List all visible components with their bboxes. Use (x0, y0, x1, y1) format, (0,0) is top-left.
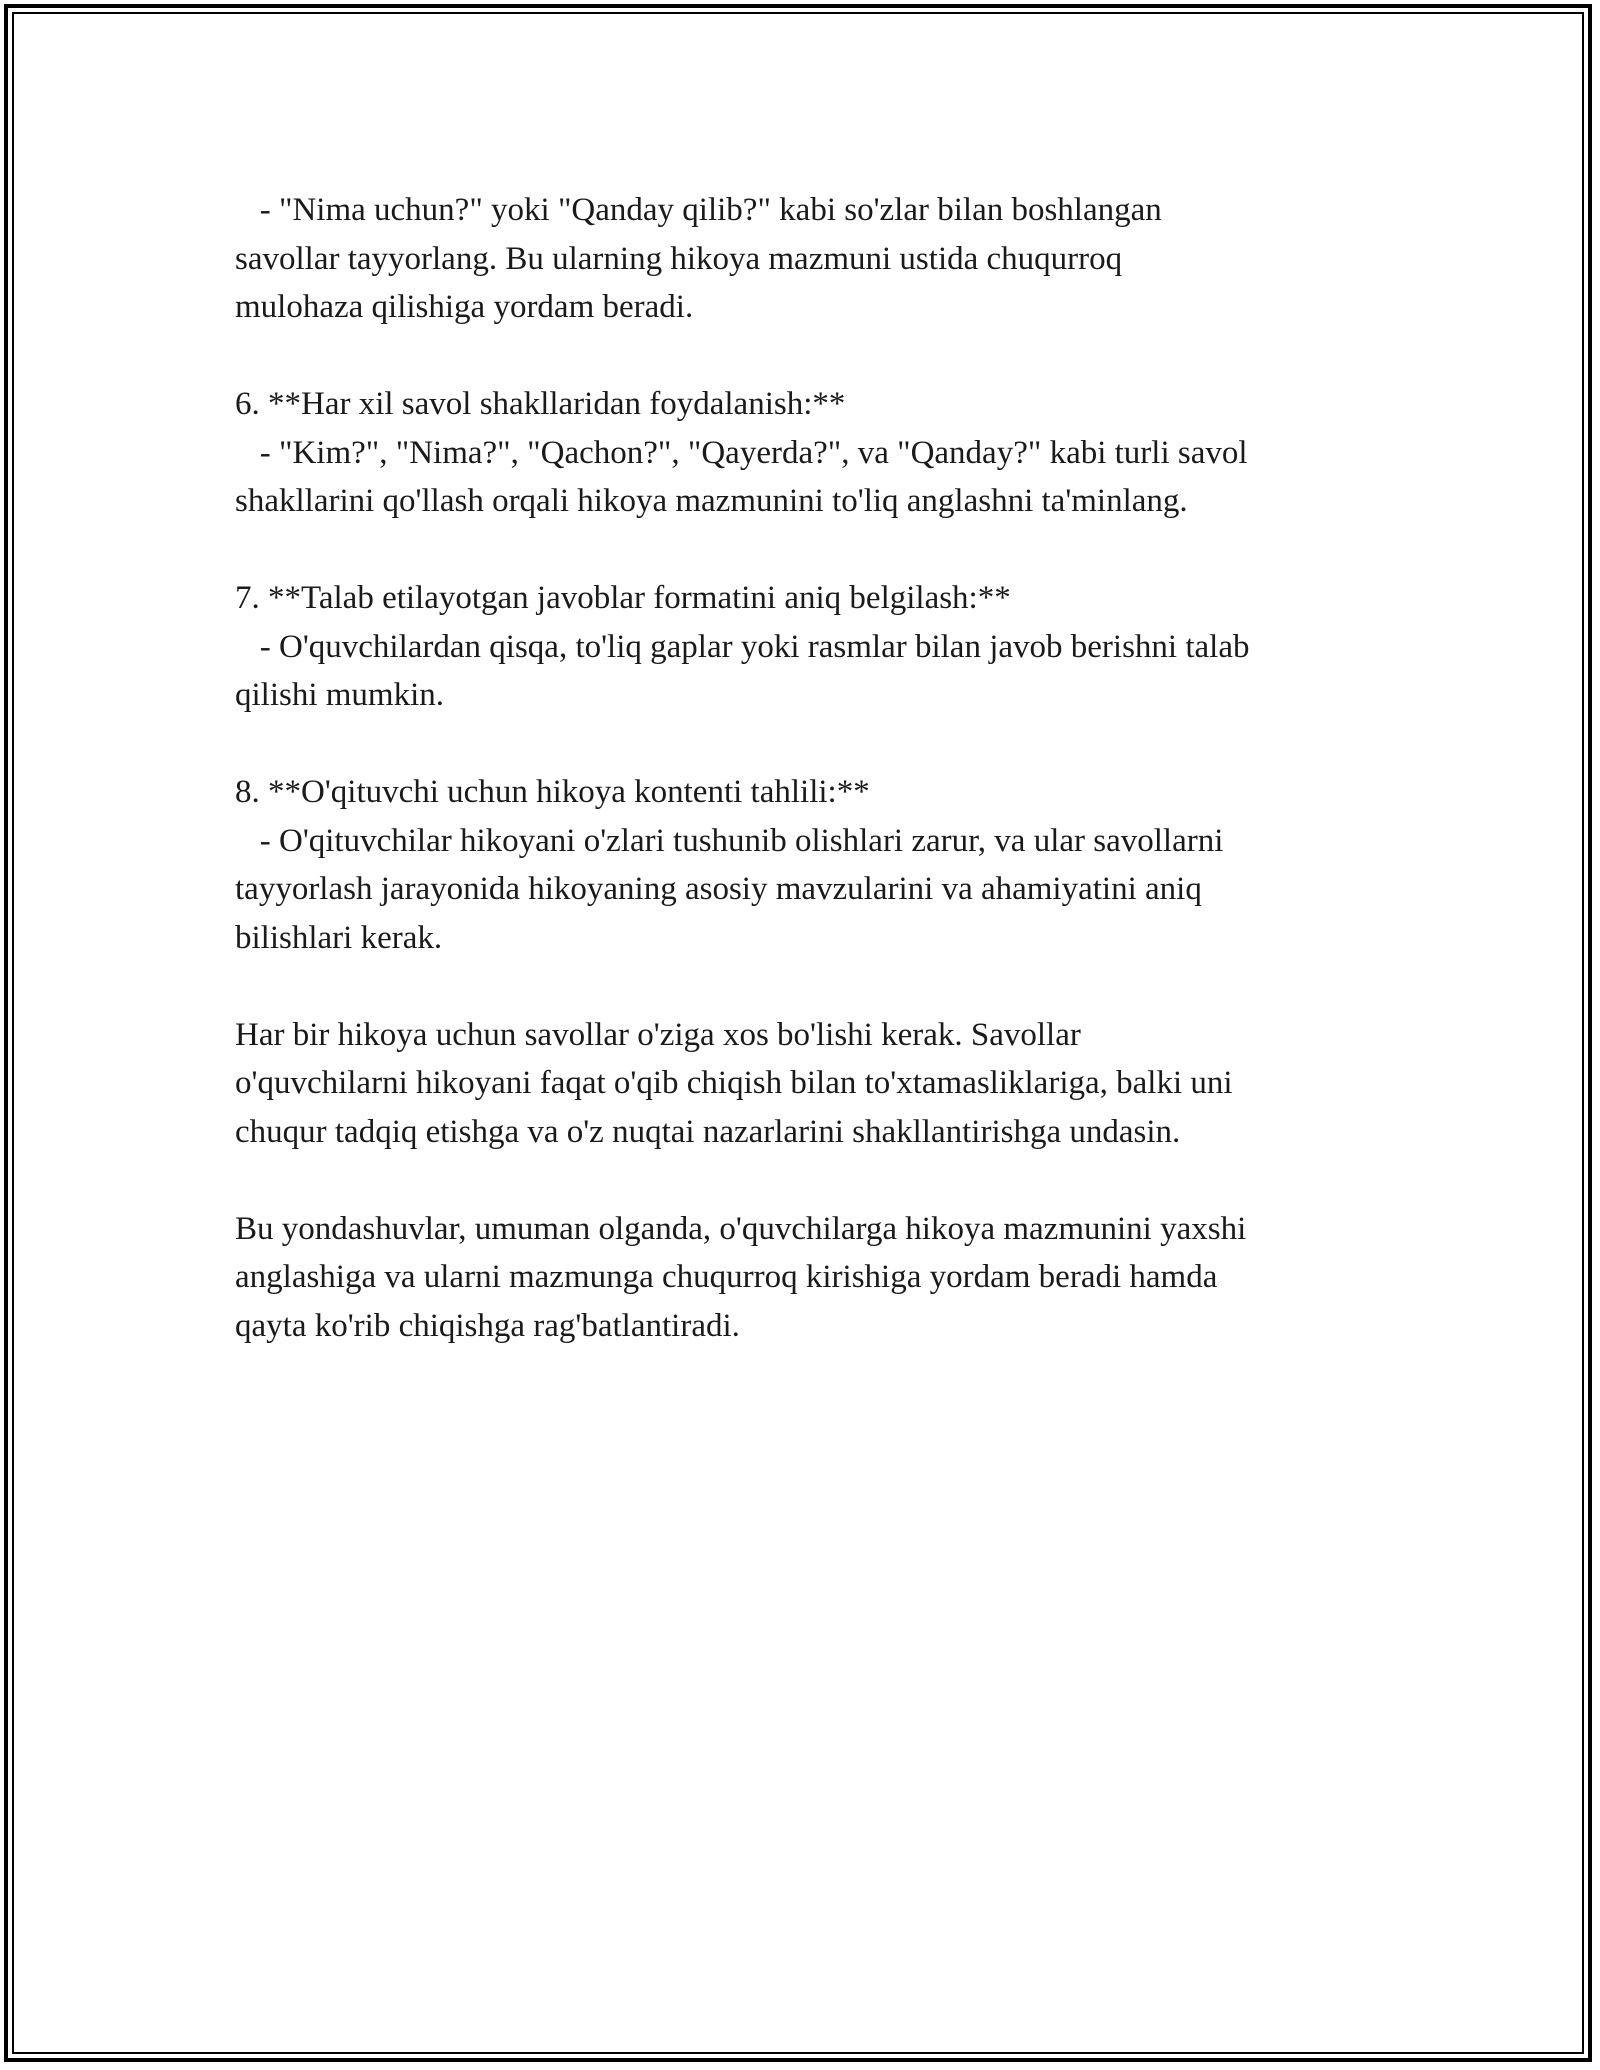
paragraph-conclusion (235, 1205, 1385, 1351)
document-body (235, 186, 1385, 1399)
text-line: mulohaza qilishiga yordam beradi. (235, 289, 694, 325)
text-line: savollar tayyorlang. Bu ularning hikoya mazmuni ustida chuqurroq (235, 240, 1123, 277)
paragraph-summary (235, 1011, 1385, 1157)
list-item-heading: 6. **Har xil savol shakllaridan foydalanish:** (235, 386, 846, 422)
text-line: bilishlari kerak. (235, 919, 443, 956)
text-line: shakllarini qo'llash orqali hikoya mazmunini to'liq anglashni ta'minlang. (235, 483, 1188, 519)
text-line: anglashiga va ularni mazmunga chuqurroq kirishiga yordam beradi hamda (235, 1259, 1218, 1295)
text-line: tayyorlash jarayonida hikoyaning asosiy mavzularini va ahamiyatini aniq (235, 871, 1202, 907)
text-line: qilishi mumkin. (235, 677, 445, 713)
text-line: Har bir hikoya uchun savollar o'ziga xos bo'lishi kerak. Savollar (235, 1016, 1081, 1053)
text-line: qayta ko'rib chiqishga rag'batlantiradi. (235, 1307, 740, 1344)
list-item-heading: 8. **O'qituvchi uchun hikoya kontenti tahlili:** (235, 774, 870, 810)
list-item-7 (235, 574, 1385, 720)
text-line: - "Kim?", "Nima?", "Qachon?", "Qayerda?", va "Qanday?" kabi turli savol (235, 434, 1248, 471)
text-line: chuqur tadqiq etishga va o'z nuqtai nazarlarini shakllantirishga undasin. (235, 1113, 1181, 1150)
text-line: o'quvchilarni hikoyani faqat o'qib chiqish bilan to'xtamasliklariga, balki uni (235, 1065, 1233, 1101)
list-item-8 (235, 768, 1385, 962)
list-item-6 (235, 380, 1385, 526)
text-line: - O'qituvchilar hikoyani o'zlari tushunib olishlari zarur, va ular savollarni (235, 822, 1224, 859)
text-line: Bu yondashuvlar, umuman olganda, o'quvchilarga hikoya mazmunini yaxshi (235, 1210, 1247, 1247)
paragraph-bullet-continuation (235, 186, 1385, 332)
text-line: - "Nima uchun?" yoki "Qanday qilib?" kabi so'zlar bilan boshlangan (235, 192, 1162, 228)
text-line: - O'quvchilardan qisqa, to'liq gaplar yoki rasmlar bilan javob berishni talab (235, 628, 1250, 665)
list-item-heading: 7. **Talab etilayotgan javoblar formatini aniq belgilash:** (235, 580, 1011, 616)
